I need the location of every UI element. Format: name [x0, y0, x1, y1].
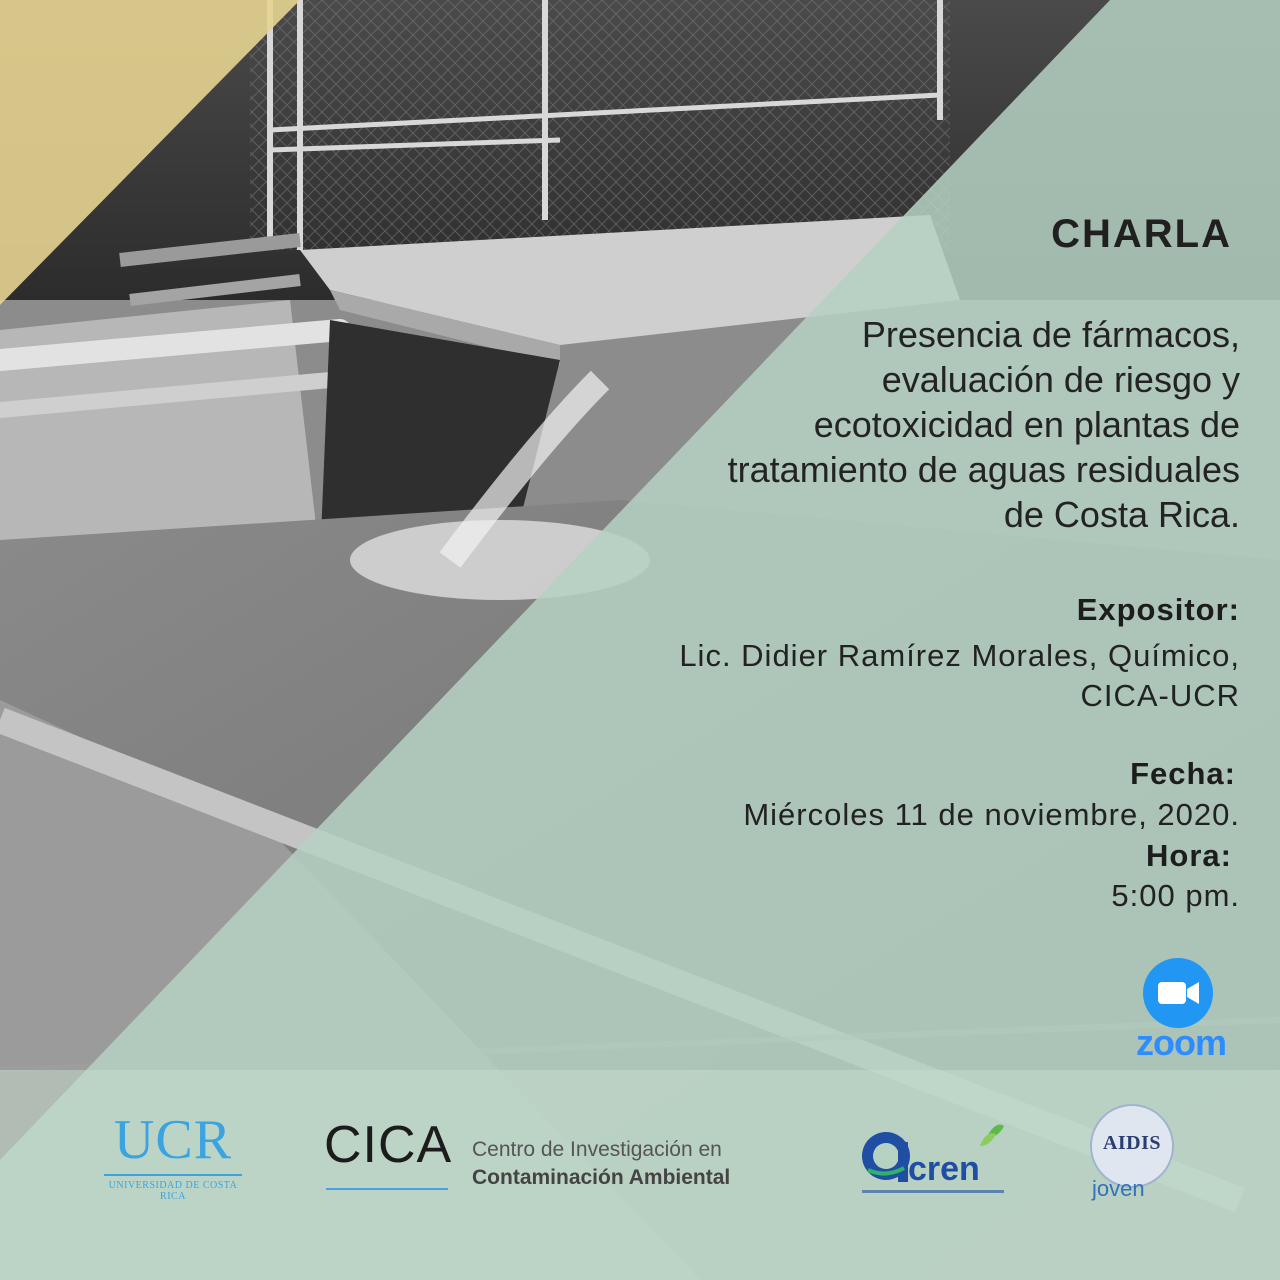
time-value: 5:00 pm.	[1111, 878, 1240, 913]
ucr-logo-rule	[104, 1174, 242, 1176]
cica-name-line2: Contaminación Ambiental	[472, 1166, 731, 1189]
time-label: Hora:	[1146, 838, 1232, 873]
talk-title: Presencia de fármacos, evaluación de riesgo y ecotoxicidad en plantas de tratamiento de aguas residuales de Costa Rica.	[727, 314, 1240, 535]
speaker-organization: CICA-UCR	[1080, 678, 1240, 713]
date-value: Miércoles 11 de noviembre, 2020.	[743, 797, 1240, 832]
zoom-logo	[1126, 958, 1236, 1062]
ucr-logo-text: UCR	[113, 1109, 233, 1171]
acren-logo	[858, 1108, 1008, 1200]
acren-logo-text: cren	[908, 1150, 980, 1188]
cica-name-line1: Centro de Investigación en	[472, 1138, 722, 1161]
cica-logo-text: CICA	[324, 1116, 453, 1174]
ucr-logo-subtitle: UNIVERSIDAD DE COSTA RICA	[108, 1180, 238, 1202]
zoom-circle	[1143, 958, 1213, 1028]
event-type-heading: CHARLA	[1051, 212, 1232, 256]
date-label: Fecha:	[1130, 756, 1236, 791]
yellow-corner-triangle	[0, 0, 300, 305]
aidis-joven-logo	[1086, 1100, 1186, 1206]
zoom-wordmark: zoom	[1136, 1022, 1226, 1063]
speaker-name: Lic. Didier Ramírez Morales, Químico,	[679, 638, 1240, 673]
video-camera-icon	[1143, 958, 1213, 1028]
speaker-label: Expositor:	[1076, 592, 1240, 627]
joven-logo-text: joven	[1092, 1176, 1145, 1201]
ucr-logo	[98, 1109, 248, 1202]
cica-logo	[324, 1118, 784, 1198]
cica-logo-rule	[326, 1188, 448, 1190]
aidis-logo-text: AIDIS	[1102, 1132, 1162, 1154]
